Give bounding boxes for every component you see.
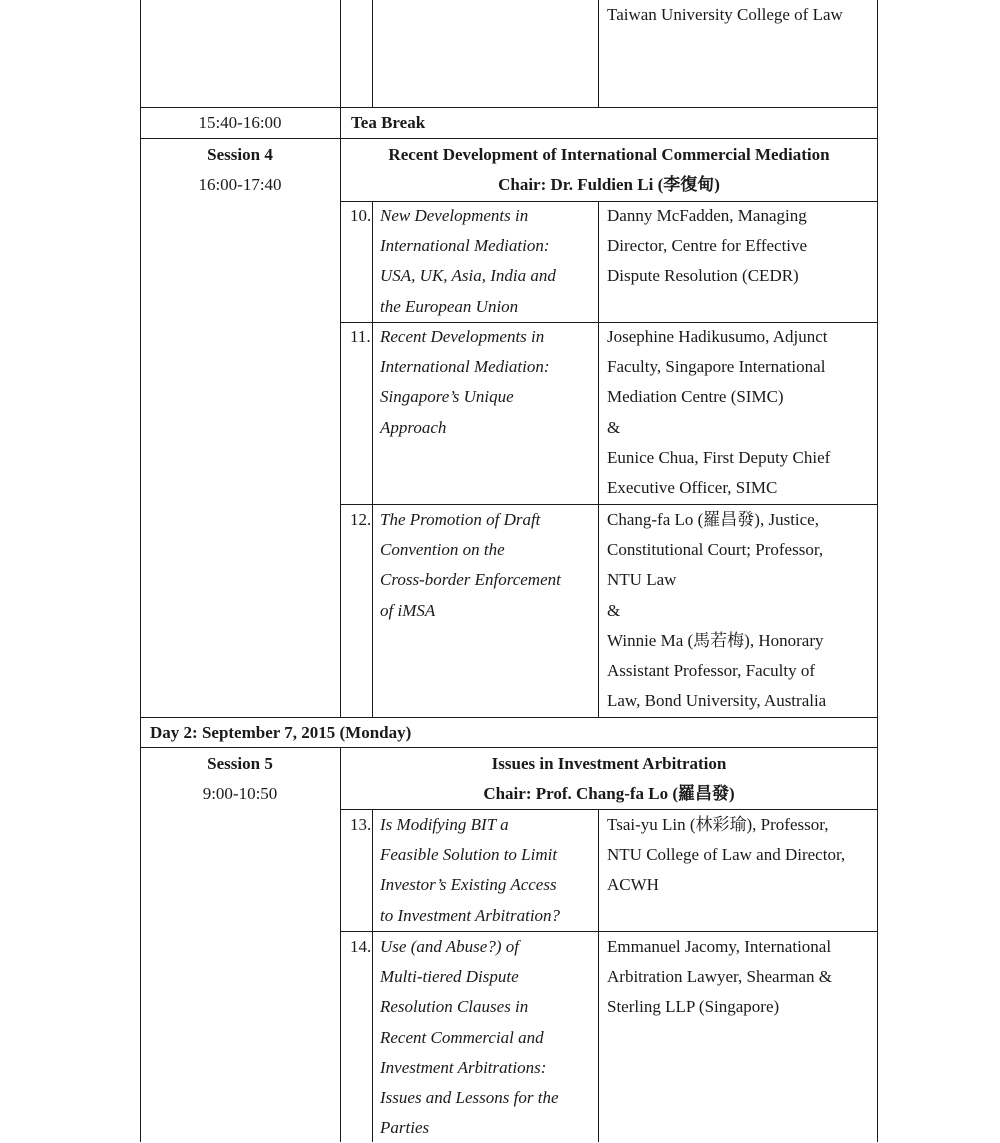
column-divider-number (372, 810, 373, 1142)
talk-number: 10. (350, 206, 372, 225)
session-chair: Chair: Dr. Fuldien Li (李復甸) (498, 175, 720, 194)
talk-title: Recent Developments in International Mediation: Singapore’s Unique Approach (380, 327, 550, 437)
talk-title: Is Modifying BIT a Feasible Solution to Limit Investor’s Existing Access to Investment Arbitration? (380, 815, 561, 925)
talk-speaker: Chang-fa Lo (羅昌發), Justice, Constitutional Court; Professor, NTU Law & Winnie Ma (馬若梅), Honorary Assistant Professor, Faculty of Law, Bond University, Australia (607, 510, 827, 711)
day-heading: Day 2: September 7, 2015 (Monday) (150, 723, 412, 742)
talk-title: The Promotion of Draft Convention on the Cross-border Enforcement of iMSA (380, 510, 561, 620)
column-divider-speaker (598, 0, 599, 108)
column-divider-speaker (598, 201, 599, 718)
talk-number: 13. (350, 815, 372, 834)
column-divider-speaker (598, 810, 599, 1142)
talk-number: 14. (350, 937, 372, 956)
session-title: Recent Development of International Commercial Mediation (388, 145, 830, 164)
talk-title: Use (and Abuse?) of Multi-tiered Dispute Resolution Clauses in Recent Commercial and Investment Arbitrations: Issues and Lessons for the Parties (380, 937, 559, 1138)
session-name: Session 5 (207, 754, 273, 773)
talk-speaker: Tsai-yu Lin (林彩瑜), Professor, NTU College of Law and Director, ACWH (607, 815, 846, 895)
talk-speaker: Emmanuel Jacomy, International Arbitration Lawyer, Shearman & Sterling LLP (Singapore) (607, 937, 832, 1017)
tea-break-label: Tea Break (351, 113, 426, 132)
column-divider-number (372, 201, 373, 718)
row-divider (140, 138, 878, 139)
session-title: Issues in Investment Arbitration (491, 754, 727, 773)
session-time: 9:00-10:50 (202, 784, 278, 803)
talk-number: 12. (350, 510, 372, 529)
tea-break-time: 15:40-16:00 (198, 113, 282, 132)
session-time: 16:00-17:40 (198, 175, 282, 194)
session-name: Session 4 (207, 145, 273, 164)
speaker-affiliation: Taiwan University College of Law (607, 5, 843, 24)
session-chair: Chair: Prof. Chang-fa Lo (羅昌發) (483, 784, 735, 803)
column-divider-number (372, 0, 373, 108)
talk-number: 11. (350, 327, 371, 346)
talk-title: New Developments in International Mediation: USA, UK, Asia, India and the European Union (380, 206, 556, 316)
talk-speaker: Josephine Hadikusumo, Adjunct Faculty, Singapore International Mediation Centre (SIMC) & Eunice Chua, First Deputy Chief Executive Officer, SIMC (607, 327, 831, 497)
talk-speaker: Danny McFadden, Managing Director, Centre for Effective Dispute Resolution (CEDR) (607, 206, 808, 286)
